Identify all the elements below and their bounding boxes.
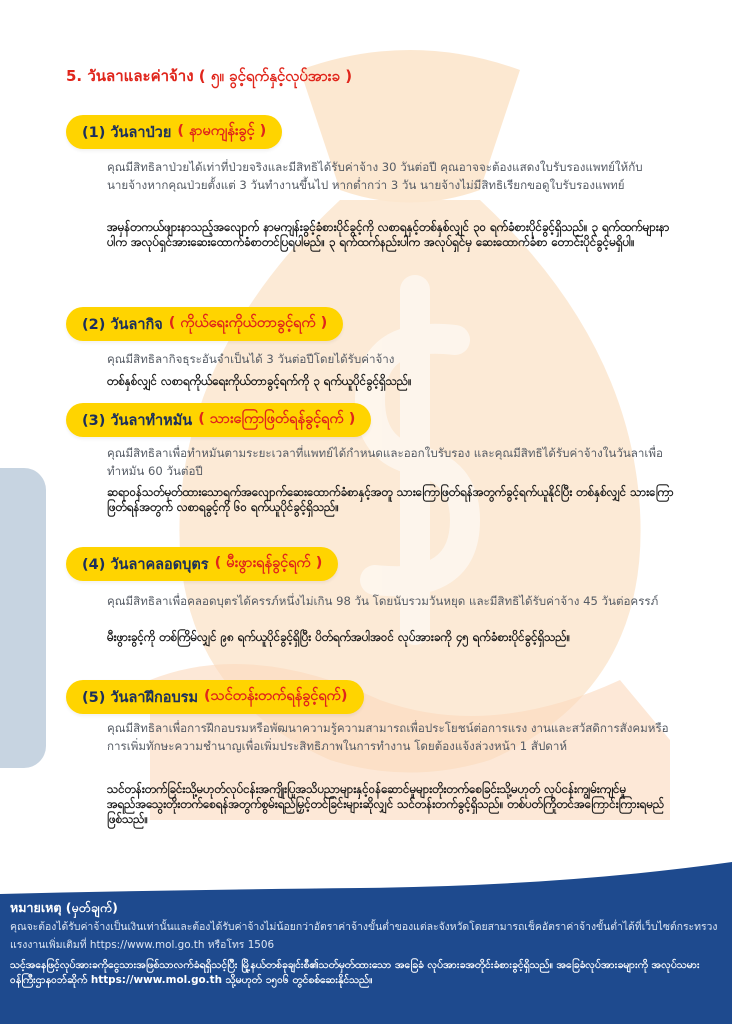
section-text-myanmar: အမှန်တကယ်ဖျားနာသည့်အလျောက် နာမကျန်းခွင့်ခံစားပိုင်ခွင့်ကို လစာရနှင့်တစ်နှစ်လျှင် ၃၀ ရက်ခံစားပိုင်ခွင့်ရှိသည်။ ၃ ရက်ထက်များနာပါက အလုပ်ရှင်အားဆေးထောက်ခံစာတင်ပြရပါမည်။ ၃ ရက်ထက်နည်းပါက အလုပ်ရှင်မှ ဆေးထောက်ခံစာ တောင်းပိုင်ခွင့်မရှိပါ။ [107,220,670,249]
section-text-myanmar: မီးဖွားခွင့်ကို တစ်ကြိမ်လျှင် ၉၈ ရက်ယူပိုင်ခွင့်ရှိပြီး ပိတ်ရက်အပါအဝင် လုပ်အားခကို ၄၅ ရက်ခံစားပိုင်ခွင့်ရှိသည်။ [107,630,571,644]
footer-text-thai: คุณจะต้องได้รับค่าจ้างเป็นเงินเท่านั้นและต้องได้รับค่าจ้างไม่น้อยกว่าอัตราค่าจ้างขั้นต่ำของแต่ละจังหวัดโดยสามารถเช็คอัตราค่าจ้างขั้นต่ำได้ที่เว็บไซต์กระทรวงแรงงานเพิ่มเติมที่ https://www.mol.go.th หรือโทร 1506 [10,921,718,951]
page-title: 5. วันลาและค่าจ้าง ( ၅။ ခွင့်ရက်နှင့်လုပ်အားခ ) [66,67,353,85]
section-heading-thai: (3) วันลาทำหมัน [82,412,193,429]
section-heading-myanmar: ( နာမကျန်းခွင့် ) [177,122,267,139]
section-heading-pill [66,680,364,714]
footer-text-myanmar: သင့်အနေဖြင့်လုပ်အားခကိုငွေသားအဖြစ်သာလက်ခံရရှိသင့်ပြီး မြို့နယ်တစ်ခုချင်းစီ၏သတ်မှတ်ထားသော အခြေခံ လုပ်အားခအတိုင်းခံစားခွင့်ရှိသည်။ အခြေခံလုပ်အားခများကို အလုပ်သမားဝန်ကြီးဌာနဝဘ်ဆိုက် https://www.mol.go.th သို့မဟုတ် ၁၅၀၆ တွင်စစ်ဆေးနိုင်သည်။ [10,959,700,986]
section-text-thai: คุณมีสิทธิลาเพื่อทำหมันตามระยะเวลาที่แพทย์ได้กำหนดและออกใบรับรอง และคุณมีสิทธิได้รับค่าจ้างในวันลาเพื่อทำหมัน 60 วันต่อปี [107,446,663,478]
section-heading-myanmar: ( သားကြောဖြတ်ရန်ခွင့်ရက် ) [198,410,356,427]
section-heading-thai: (1) วันลาป่วย [82,124,172,141]
section-heading-myanmar: (သင်တန်းတက်ရန်ခွင့်ရက်) [204,687,348,704]
section-text-myanmar: ဆရာဝန်သတ်မှတ်ထားသောရက်အလျောက်ဆေးထောက်ခံစာနှင့်အတူ သားကြောဖြတ်ရန်အတွက်ခွင့်ရက်ယူနိုင်ပြီး တစ်နှစ်လျှင် သားကြောဖြတ်ရန်အတွက် လစာရခွင့်ကို ၆၀ ရက်ယူပိုင်ခွင့်ရှိသည်။ [107,485,674,514]
section-text-myanmar: တစ်နှစ်လျှင် လစာရကိုယ်ရေးကိုယ်တာခွင့်ရက်ကို ၃ ရက်ယူပိုင်ခွင့်ရှိသည်။ [107,374,412,388]
footer-wave-decoration [0,858,732,898]
section-heading-pill [66,307,343,341]
section-text-thai: คุณมีสิทธิลาเพื่อคลอดบุตรได้ครรภ์หนึ่งไม่เกิน 98 วัน โดยนับรวมวันหยุด และมีสิทธิได้รับค่าจ้าง 45 วันต่อครรภ์ [107,594,659,608]
footer-title: หมายเหตุ (မှတ်ချက်) [10,900,118,915]
footer-note-panel [0,858,732,1024]
section-heading-myanmar: ( ကိုယ်ရေးကိုယ်တာခွင့်ရက် ) [168,314,328,331]
section-heading-pill [66,115,282,149]
section-text-thai: คุณมีสิทธิลาป่วยได้เท่าที่ป่วยจริงและมีสิทธิได้รับค่าจ้าง 30 วันต่อปี คุณอาจจะต้องแสดงใบรับรองแพทย์ให้กับนายจ้างหากคุณป่วยตั้งแต่ 3 วันทำงานขึ้นไป หากต่ำกว่า 3 วัน นายจ้างไม่มีสิทธิเรียกขอดูใบรับรองแพทย์ [107,160,643,192]
section-heading-thai: (5) วันลาฝึกอบรม [82,689,199,706]
section-heading-pill [66,547,338,581]
section-text-myanmar: သင်တန်းတက်ခြင်းသို့မဟုတ်လုပ်ငန်းအကျိုးပြုအသိပညာများနှင့်ဝန်ဆောင်မှုများတိုးတက်စေခြင်းသို့မဟုတ် လုပ်ငန်းကျွမ်းကျင်မှုအရည်အသွေးတိုးတက်စေရန်အတွက်စွမ်းရည်မြှင့်တင်ခြင်းများဆိုလျှင် သင်တန်းတက်ခွင့်ရှိသည်။ တစ်ပတ်ကြိုတင်အကြောင်းကြားရမည်ဖြစ်သည်။ [107,782,665,826]
section-heading-thai: (4) วันลาคลอดบุตร [82,556,209,573]
side-tab-decoration [0,468,46,768]
section-heading-pill [66,403,371,437]
section-heading-myanmar: ( မီးဖွားရန်ခွင့်ရက် ) [214,554,323,571]
section-text-thai: คุณมีสิทธิลาเพื่อการฝึกอบรมหรือพัฒนาความรู้ความสามารถเพื่อประโยชน์ต่อการแรง งานและสวัสดิการสังคมหรือการเพิ่มทักษะความชำนาญเพื่อเพิ่มประสิทธิภาพในการทำงาน โดยต้องแจ้งล่วงหน้า 1 สัปดาห์ [107,721,669,753]
section-heading-thai: (2) วันลากิจ [82,316,163,333]
section-text-thai: คุณมีสิทธิลากิจธุระอันจำเป็นได้ 3 วันต่อปีโดยได้รับค่าจ้าง [107,352,395,366]
